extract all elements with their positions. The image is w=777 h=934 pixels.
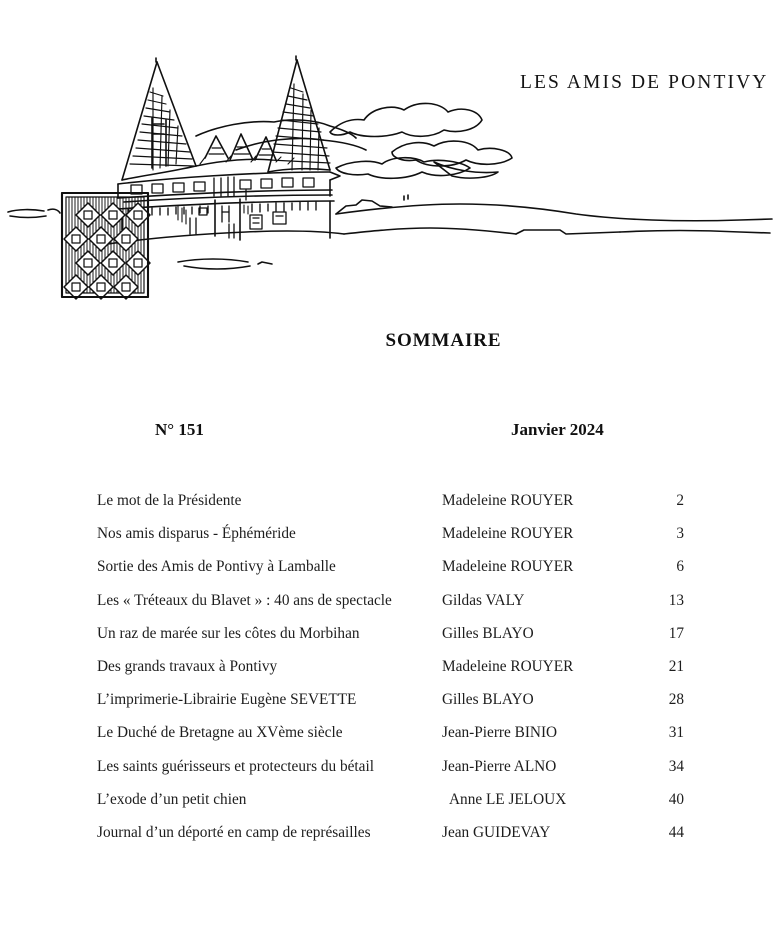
toc-row[interactable] [0, 724, 777, 757]
society-name-title: LES AMIS DE PONTIVY [520, 72, 769, 93]
toc-entry-title: Sortie des Amis de Pontivy à Lamballe [97, 558, 336, 576]
toc-row[interactable] [0, 558, 777, 591]
toc-row[interactable] [0, 824, 777, 857]
toc-row[interactable] [0, 592, 777, 625]
toc-entry-author: Madeleine ROUYER [442, 492, 574, 509]
toc-entry-page: 17 [668, 624, 684, 642]
toc-entry-page: 28 [668, 691, 684, 709]
issue-date: Janvier 2024 [511, 420, 604, 439]
toc-row[interactable] [0, 691, 777, 724]
toc-entry-title: Des grands travaux à Pontivy [97, 657, 278, 675]
toc-row[interactable] [0, 658, 777, 691]
toc-entry-author: Jean-Pierre ALNO [442, 757, 557, 775]
issue-number: N° 151 [155, 420, 204, 439]
toc-entry-title: Les saints guérisseurs et protecteurs du bétail [97, 757, 374, 775]
toc-entry-page: 6 [676, 558, 684, 576]
toc-entry-page: 44 [668, 823, 684, 841]
table-of-contents [0, 492, 777, 857]
toc-entry-page: 40 [668, 790, 684, 808]
toc-entry-author: Jean GUIDEVAY [442, 823, 551, 841]
masthead [0, 0, 777, 310]
toc-entry-title: L’exode d’un petit chien [97, 790, 247, 808]
toc-row[interactable] [0, 791, 777, 824]
toc-entry-page: 2 [676, 492, 684, 509]
toc-row[interactable] [0, 625, 777, 658]
toc-row[interactable] [0, 492, 777, 525]
toc-entry-title: Le mot de la Présidente [97, 492, 242, 509]
toc-entry-page: 3 [676, 525, 684, 543]
chateau-de-pontivy-illustration [0, 0, 777, 310]
toc-entry-page: 21 [668, 657, 684, 675]
toc-entry-author: Madeleine ROUYER [442, 525, 574, 543]
toc-entry-page: 34 [668, 757, 684, 775]
issue-line [0, 420, 777, 446]
toc-entry-page: 31 [668, 724, 684, 742]
toc-entry-author: Gilles BLAYO [442, 691, 534, 709]
toc-entry-title: Les « Tréteaux du Blavet » : 40 ans de spectacle [97, 591, 392, 609]
toc-entry-title: Nos amis disparus - Éphéméride [97, 525, 296, 543]
toc-entry-title: Journal d’un déporté en camp de représailles [97, 823, 371, 841]
sommaire-heading: SOMMAIRE [385, 330, 502, 351]
toc-entry-author: Gildas VALY [442, 591, 525, 609]
toc-entry-title: Le Duché de Bretagne au XVème siècle [97, 724, 343, 742]
toc-entry-author: Madeleine ROUYER [442, 558, 574, 576]
toc-row[interactable] [0, 758, 777, 791]
toc-entry-author: Anne LE JELOUX [449, 790, 567, 808]
toc-entry-author: Madeleine ROUYER [442, 657, 574, 675]
toc-entry-title: L’imprimerie-Librairie Eugène SEVETTE [97, 691, 357, 709]
toc-entry-title: Un raz de marée sur les côtes du Morbihan [97, 624, 360, 642]
toc-entry-author: Gilles BLAYO [442, 624, 534, 642]
toc-entry-page: 13 [668, 591, 684, 609]
toc-entry-author: Jean-Pierre BINIO [442, 724, 558, 742]
toc-row[interactable] [0, 525, 777, 558]
